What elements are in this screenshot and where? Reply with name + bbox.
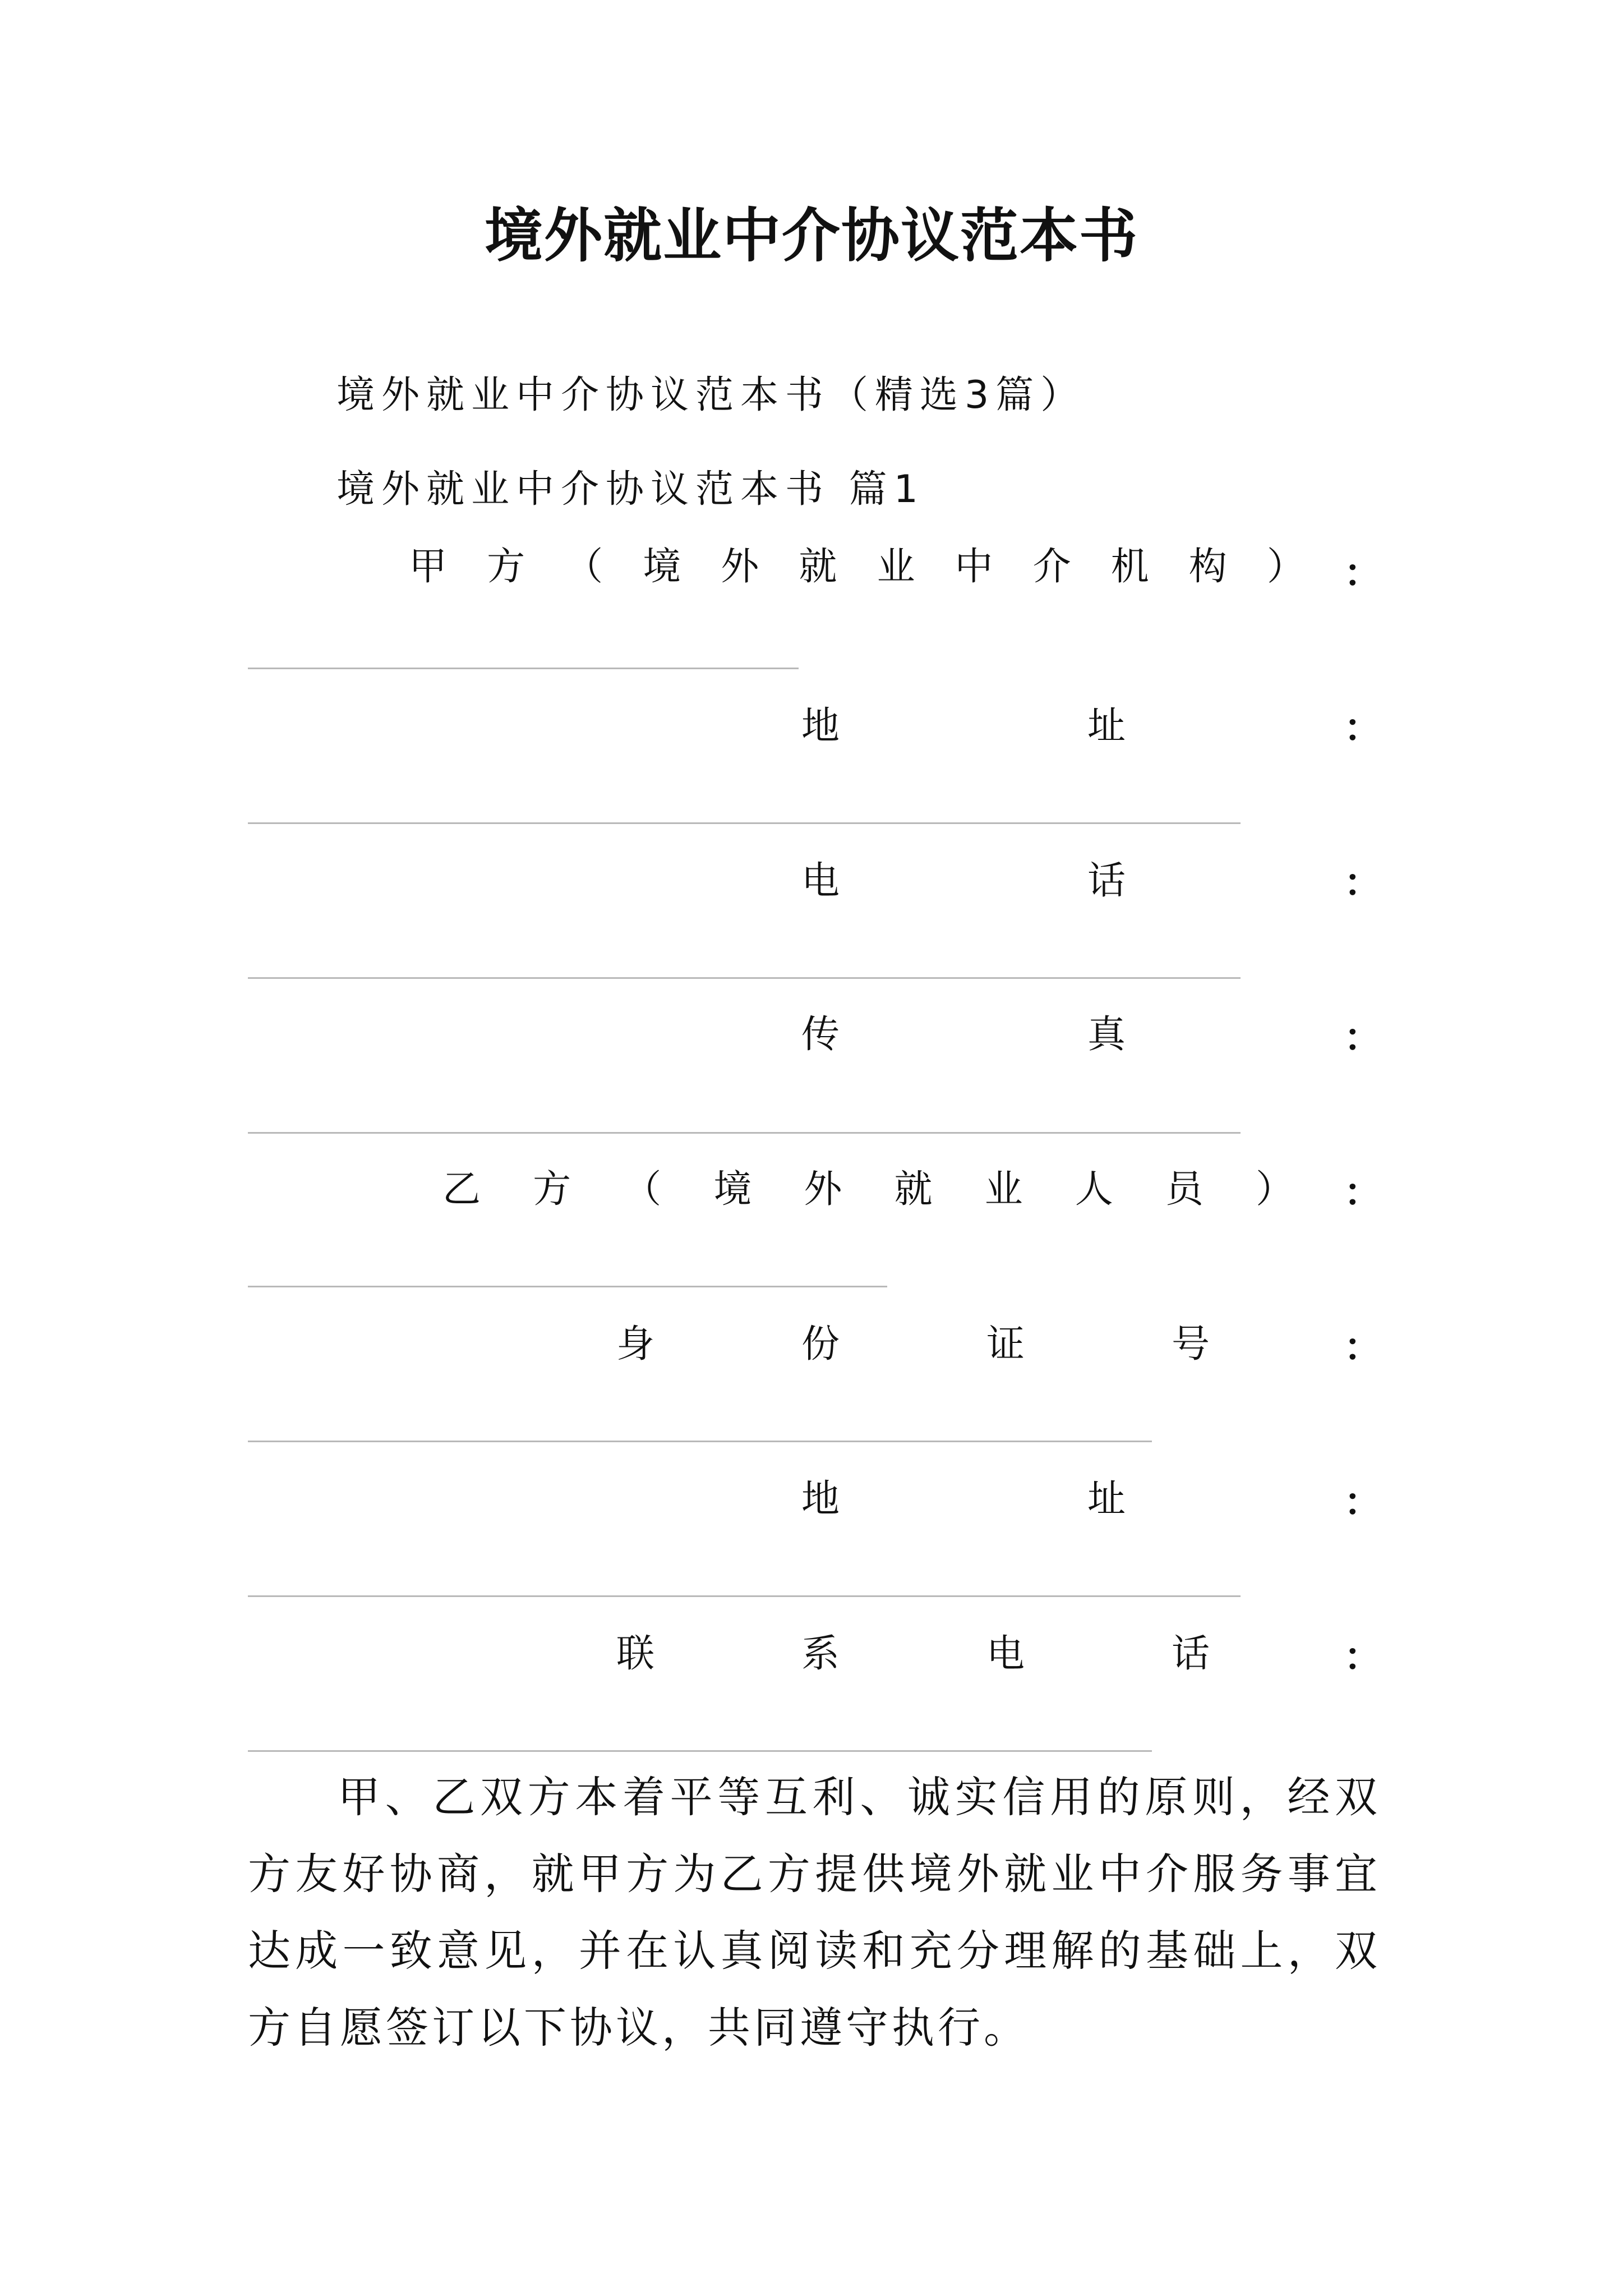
party-a-char: 业	[877, 545, 915, 589]
contact-phone-char: 系	[801, 1632, 840, 1676]
party-a-char: 构	[1188, 545, 1227, 589]
party-b-char: 外	[804, 1167, 842, 1212]
party-a-char: 方	[487, 545, 525, 589]
id-char: 份	[801, 1322, 840, 1366]
intro-paragraph: 甲、乙双方本着平等互利、诚实信用的原则，经双方友好协商，就甲方为乙方提供境外就业中介服务事宜达成一致意见，并在认真阅读和充分理解的基础上，双方自愿签订以下协议，共同遵守执行。	[248, 1772, 1381, 2053]
party-a-fax-label	[801, 1010, 1126, 1060]
party-b-contact-phone-label	[616, 1629, 1210, 1680]
fax-char: 传	[801, 1013, 840, 1057]
party-b-id-fill-line	[248, 1441, 1152, 1442]
party-b-char: 业	[984, 1167, 1023, 1212]
party-a-char: 外	[721, 545, 759, 589]
address-char: 址	[1087, 1477, 1126, 1521]
party-b-char: 境	[713, 1167, 752, 1212]
party-b-contact-phone-fill-line	[248, 1750, 1152, 1752]
party-a-address-label	[801, 701, 1126, 752]
party-a-phone-fill-line	[248, 977, 1241, 979]
party-a-label	[408, 542, 1306, 592]
party-b-char: （	[623, 1167, 662, 1212]
party-a-fill-line	[248, 668, 799, 669]
party-b-id-colon: ：	[1343, 1326, 1382, 1370]
section-heading: 境外就业中介协议范本书 篇1	[336, 467, 925, 512]
party-a-char: 就	[799, 545, 837, 589]
party-a-char: 机	[1110, 545, 1149, 589]
party-a-char: 境	[643, 545, 681, 589]
party-a-fax-colon: ：	[1343, 1016, 1382, 1060]
party-b-char: 就	[894, 1167, 933, 1212]
phone-char: 话	[1087, 859, 1126, 903]
party-a-address-fill-line	[248, 822, 1241, 824]
party-a-char: 介	[1032, 545, 1071, 589]
party-b-char: 乙	[442, 1167, 481, 1212]
contact-phone-char: 联	[616, 1632, 654, 1676]
party-b-label	[442, 1165, 1294, 1215]
address-char: 地	[801, 1477, 840, 1521]
contact-phone-char: 电	[986, 1632, 1025, 1676]
party-b-fill-line	[248, 1286, 887, 1287]
party-b-contact-phone-colon: ：	[1343, 1635, 1382, 1680]
party-a-char: ）	[1266, 545, 1305, 589]
address-char: 址	[1087, 704, 1126, 748]
party-b-address-fill-line	[248, 1595, 1241, 1597]
party-a-char: 中	[955, 545, 993, 589]
party-b-address-label	[801, 1474, 1126, 1525]
party-b-id-label	[616, 1319, 1210, 1370]
party-a-fax-fill-line	[248, 1132, 1241, 1134]
document-title: 境外就业中介协议范本书	[484, 201, 1138, 270]
party-b-char: 方	[533, 1167, 571, 1212]
party-a-colon: ：	[1343, 551, 1382, 596]
party-b-char: ）	[1255, 1167, 1294, 1212]
party-a-char: （	[565, 545, 603, 589]
document-subtitle: 境外就业中介协议范本书（精选3篇）	[336, 373, 1086, 417]
id-char: 号	[1171, 1322, 1210, 1366]
party-a-phone-label	[801, 856, 1126, 907]
party-b-char: 人	[1075, 1167, 1113, 1212]
id-char: 证	[986, 1322, 1025, 1366]
phone-char: 电	[801, 859, 840, 903]
party-b-address-colon: ：	[1343, 1480, 1382, 1525]
contact-phone-char: 话	[1171, 1632, 1210, 1676]
party-b-char: 员	[1165, 1167, 1204, 1212]
id-char: 身	[616, 1322, 654, 1366]
party-a-char: 甲	[408, 545, 447, 589]
party-a-address-colon: ：	[1343, 706, 1382, 751]
address-char: 地	[801, 704, 840, 748]
party-b-colon: ：	[1343, 1171, 1382, 1215]
fax-char: 真	[1087, 1013, 1126, 1057]
party-a-phone-colon: ：	[1343, 861, 1382, 905]
